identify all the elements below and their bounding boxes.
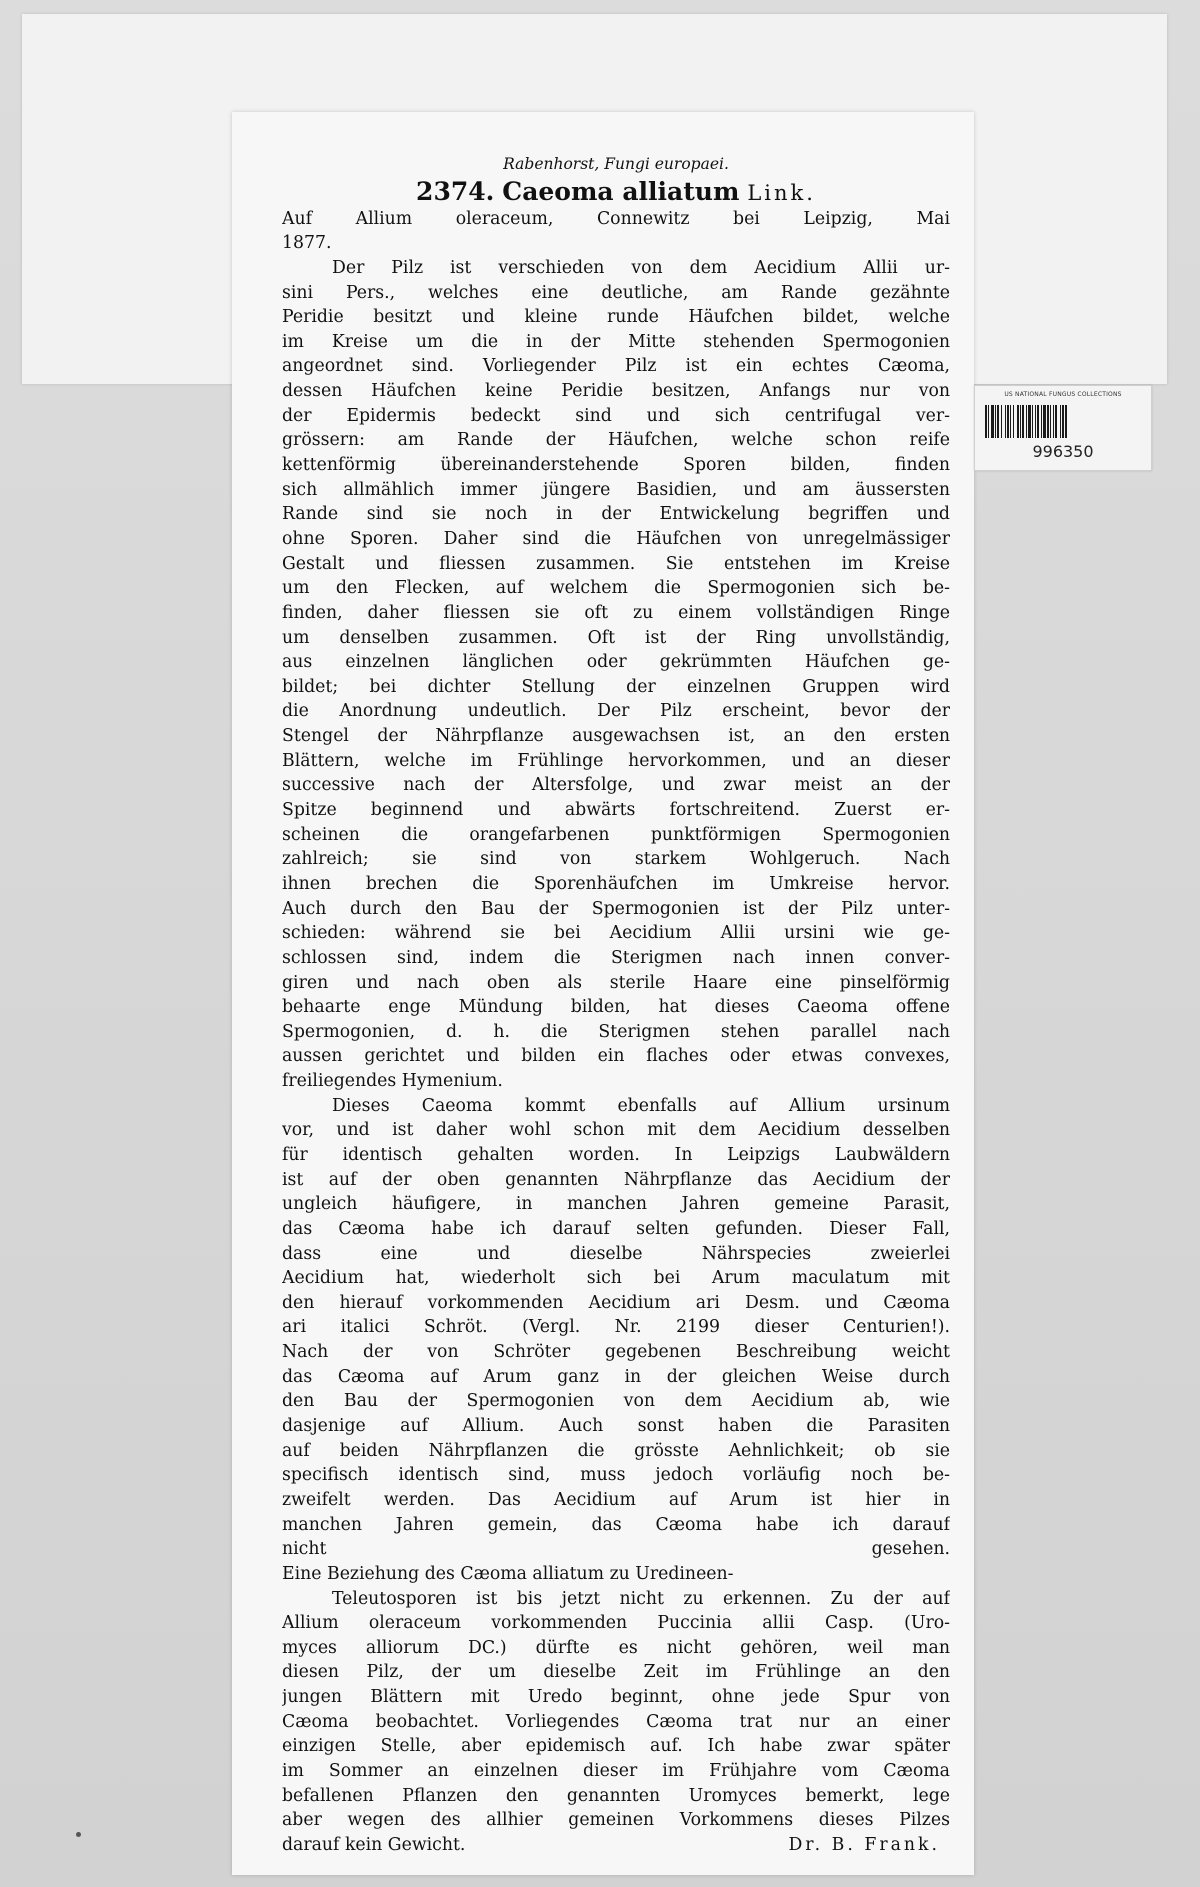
label-line: um den Flecken, auf welchem die Spermogonien sich be- [282, 578, 950, 599]
label-line: manchen Jahren gemein, das Cæoma habe ich darauf [282, 1514, 950, 1535]
label-line: Dieses Caeoma kommt ebenfalls auf Allium ursinum [332, 1095, 950, 1116]
label-line: Auf Allium oleraceum, Connewitz bei Leipzig, Mai [282, 208, 950, 229]
label-line: das Cæoma habe ich darauf selten gefunden. Dieser Fall, [282, 1218, 950, 1239]
label-line: dasjenige auf Allium. Auch sonst haben die Parasiten [282, 1416, 950, 1437]
label-line: schieden: während sie bei Aecidium Allii ursini wie ge- [282, 923, 950, 944]
label-line: der Epidermis bedeckt sind und sich centrifugal ver- [282, 405, 950, 426]
label-line: Blättern, welche im Frühlinge hervorkommen, und an dieser [282, 750, 950, 771]
label-line: sich allmählich immer jüngere Basidien, und am äussersten [282, 479, 950, 500]
label-line: aus einzelnen länglichen oder gekrümmten Häufchen ge- [282, 652, 950, 673]
series-title: Rabenhorst, Fungi europaei. [503, 155, 729, 173]
label-line: Spitze beginnend und abwärts fortschreitend. Zuerst er- [282, 800, 950, 821]
label-line: successive nach der Altersfolge, und zwar meist an der [282, 775, 950, 796]
label-line: Nach der von Schröter gegebenen Beschreibung weicht [282, 1342, 950, 1363]
label-line: nicht gesehen. [282, 1539, 950, 1560]
label-line: befallenen Pflanzen den genannten Uromyces bemerkt, lege [282, 1785, 950, 1806]
label-line: ungleich häufigere, in manchen Jahren gemeine Parasit, [282, 1194, 950, 1215]
label-line: Stengel der Nährpflanze ausgewachsen ist, an den ersten [282, 726, 950, 747]
label-line: Aecidium hat, wiederholt sich bei Arum maculatum mit [282, 1268, 950, 1289]
signature: Dr. B. Frank. [788, 1834, 940, 1855]
label-line: das Cæoma auf Arum ganz in der gleichen Weise durch [282, 1366, 950, 1387]
barcode-caption: US NATIONAL FUNGUS COLLECTIONS [1004, 391, 1122, 398]
species-name: Caeoma alliatum [502, 176, 740, 206]
label-line: ist auf der oben genannten Nährpflanze das Aecidium der [282, 1169, 950, 1190]
description-body [282, 207, 950, 1833]
label-line: behaarte enge Mündung bilden, hat dieses Caeoma offene [282, 997, 950, 1018]
label-line: ohne Sporen. Daher sind die Häufchen von unregelmässiger [282, 528, 950, 549]
label-line: Allium oleraceum vorkommenden Puccinia allii Casp. (Uro- [282, 1613, 950, 1634]
label-line: kettenförmig übereinanderstehende Sporen bilden, finden [282, 455, 950, 476]
label-line: jungen Blättern mit Uredo beginnt, ohne jede Spur von [282, 1687, 950, 1708]
label-line: diesen Pilz, der um dieselbe Zeit im Frühlinge an den [282, 1662, 950, 1683]
label-line: Eine Beziehung des Cæoma alliatum zu Uredineen- [282, 1563, 734, 1584]
label-line: grössern: am Rande der Häufchen, welche schon reife [282, 430, 950, 451]
label-line: zweifelt werden. Das Aecidium auf Arum ist hier in [282, 1489, 950, 1510]
label-line: angeordnet sind. Vorliegender Pilz ist ein echtes Cæoma, [282, 356, 950, 377]
label-line: Der Pilz ist verschieden von dem Aecidium Allii ur- [332, 257, 950, 278]
label-line: Cæoma beobachtet. Vorliegendes Cæoma trat nur an einer [282, 1711, 950, 1732]
label-line: finden, daher fliessen sie oft zu einem vollständigen Ringe [282, 602, 950, 623]
label-line: Auch durch den Bau der Spermogonien ist der Pilz unter- [282, 898, 950, 919]
barcode-number: 996350 [1032, 442, 1094, 461]
label-line: für identisch gehalten worden. In Leipzigs Laubwäldern [282, 1144, 950, 1165]
label-line: vor, und ist daher wohl schon mit dem Aecidium desselben [282, 1120, 950, 1141]
label-line: Gestalt und fliessen zusammen. Sie entstehen im Kreise [282, 553, 950, 574]
label-line: im Kreise um die in der Mitte stehenden Spermogonien [282, 331, 950, 352]
label-line: aussen gerichtet und bilden ein flaches oder etwas convexes, [282, 1046, 950, 1067]
label-line: den hierauf vorkommenden Aecidium ari Desm. und Cæoma [282, 1292, 950, 1313]
label-line: schlossen sind, indem die Sterigmen nach innen conver- [282, 947, 950, 968]
label-line: freiliegendes Hymenium. [282, 1071, 503, 1092]
barcode-icon [985, 405, 1141, 438]
label-line: zahlreich; sie sind von starkem Wohlgeruch. Nach [282, 849, 950, 870]
label-line: um denselben zusammen. Oft ist der Ring unvollständig, [282, 627, 950, 648]
label-line: sini Pers., welches eine deutliche, am Rande gezähnte [282, 282, 950, 303]
label-line: giren und nach oben als sterile Haare eine pinselförmig [282, 972, 950, 993]
closing-line: darauf kein Gewicht. [282, 1834, 466, 1855]
barcode-label [974, 385, 1152, 471]
label-line: Peridie besitzt und kleine runde Häufchen bildet, welche [282, 307, 950, 328]
label-line: den Bau der Spermogonien von dem Aecidium ab, wie [282, 1391, 950, 1412]
specimen-label-text [282, 152, 950, 1858]
label-line: scheinen die orangefarbenen punktförmigen Spermogonien [282, 824, 950, 845]
label-line: 1877. [282, 233, 332, 254]
label-line: myces alliorum DC.) dürfte es nicht gehören, weil man [282, 1637, 950, 1658]
label-line: dass eine und dieselbe Nährspecies zweierlei [282, 1243, 950, 1264]
label-line: ihnen brechen die Sporenhäufchen im Umkreise hervor. [282, 873, 950, 894]
closing-row [282, 1833, 950, 1858]
label-line: einzigen Stelle, aber epidemisch auf. Ich habe zwar später [282, 1736, 950, 1757]
label-line: Spermogonien, d. h. die Sterigmen stehen parallel nach [282, 1021, 950, 1042]
label-line: im Sommer an einzelnen dieser im Frühjahre vom Cæoma [282, 1761, 950, 1781]
label-line: die Anordnung undeutlich. Der Pilz erscheint, bevor der [282, 701, 950, 722]
label-line: specifisch identisch sind, muss jedoch vorläufig noch be- [282, 1465, 950, 1486]
species-heading [282, 177, 950, 207]
exsiccata-number: 2374. [416, 176, 495, 206]
label-line: Rande sind sie noch in der Entwickelung begriffen und [282, 504, 950, 525]
label-line: bildet; bei dichter Stellung der einzelnen Gruppen wird [282, 676, 950, 697]
label-line: dessen Häufchen keine Peridie besitzen, Anfangs nur von [282, 381, 950, 402]
label-line: aber wegen des allhier gemeinen Vorkommens dieses Pilzes [282, 1810, 950, 1831]
paper-speck [76, 1832, 81, 1837]
species-author: Link. [747, 180, 816, 205]
label-line: ari italici Schröt. (Vergl. Nr. 2199 dieser Centurien!). [282, 1317, 950, 1338]
label-line: auf beiden Nährpflanzen die grösste Aehnlichkeit; ob sie [282, 1440, 950, 1461]
label-line: Teleutosporen ist bis jetzt nicht zu erkennen. Zu der auf [332, 1588, 950, 1609]
